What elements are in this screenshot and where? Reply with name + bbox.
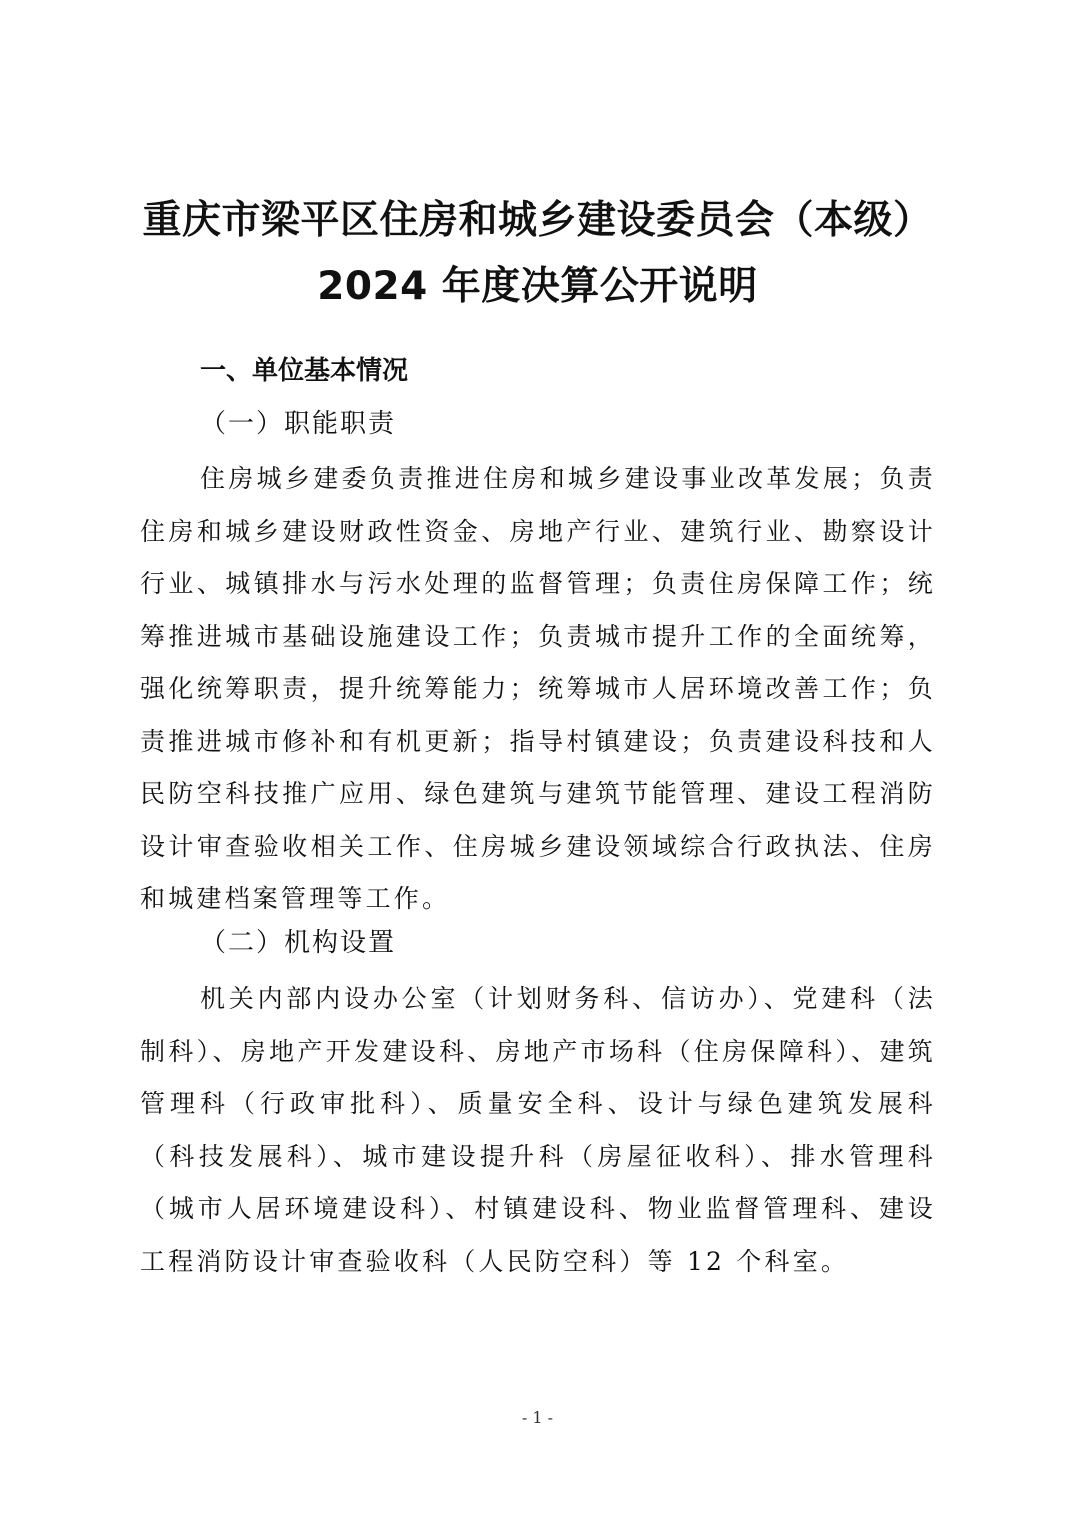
document-title — [0, 188, 1075, 320]
paragraph-duties: 住房城乡建委负责推进住房和城乡建设事业改革发展；负责住房和城乡建设财政性资金、房地产行业、建筑行业、勘察设计行业、城镇排水与污水处理的监督管理；负责住房保障工作；统筹推进城市基础设施建设工作；负责城市提升工作的全面统筹，强化统筹职责，提升统筹能力；统筹城市人居环境改善工作；负责推进城市修补和有机更新；指导村镇建设；负责建设科技和人民防空科技推广应用、绿色建筑与建筑节能管理、建设工程消防设计审查验收相关工作、住房城乡建设领域综合行政执法、住房和城建档案管理等工作。 — [140, 464, 936, 913]
section-heading-basic-info: 一、单位基本情况 — [200, 356, 409, 386]
page-number: - 1 - — [521, 1408, 554, 1427]
subsection-heading-organization: （二）机构设置 — [200, 928, 397, 958]
title-line-1: 重庆市梁平区住房和城乡建设委员会（本级） — [142, 198, 933, 243]
title-line-2: 2024 年度决算公开说明 — [317, 264, 758, 309]
paragraph-organization: 机关内部内设办公室（计划财务科、信访办）、党建科（法制科）、房地产开发建设科、房地产市场科（住房保障科）、建筑管理科（行政审批科）、质量安全科、设计与绿色建筑发展科（科技发展科）、城市建设提升科（房屋征收科）、排水管理科（城市人居环境建设科）、村镇建设科、物业监督管理科、建设工程消防设计审查验收科（人民防空科）等 12 个科室。 — [140, 984, 936, 1276]
subsection-heading-duties: （一）职能职责 — [200, 409, 397, 439]
